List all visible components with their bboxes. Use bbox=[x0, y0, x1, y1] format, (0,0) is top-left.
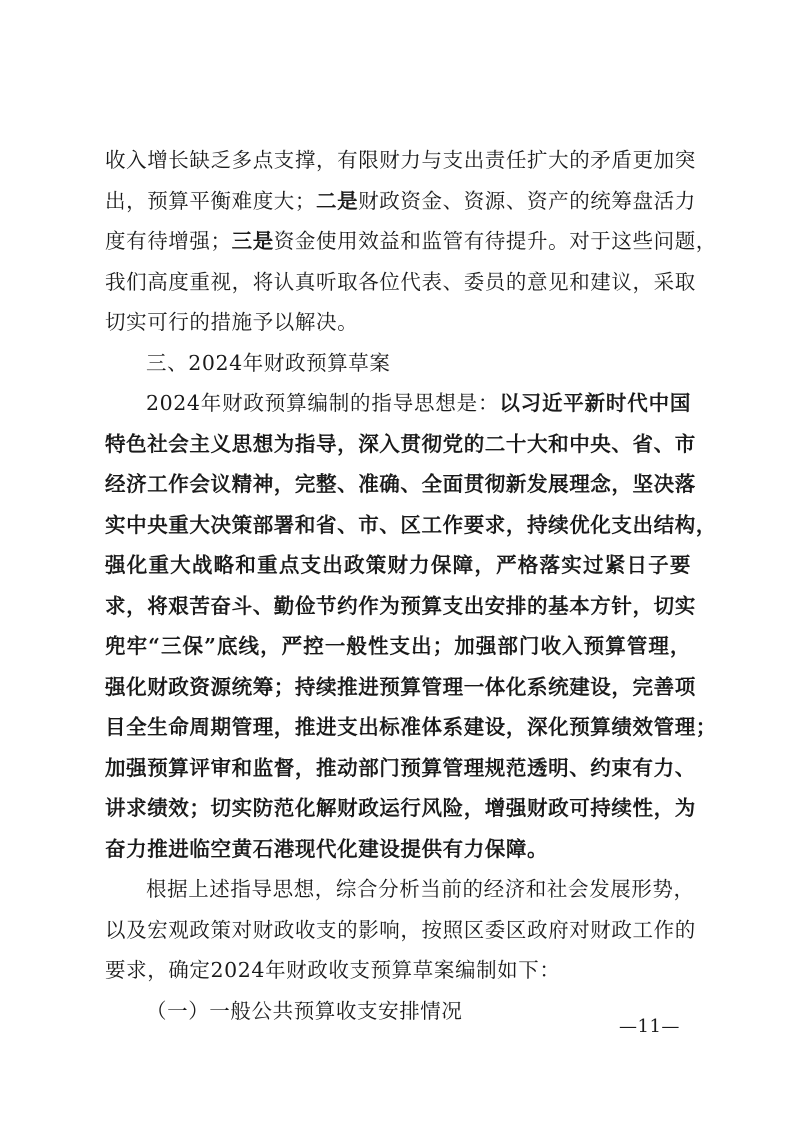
text-line bbox=[105, 383, 691, 424]
text-run: 财政资金、资源、资产的统筹盘活力 bbox=[358, 188, 696, 213]
text-line bbox=[105, 667, 696, 708]
text-run: 我们高度重视，将认真听取各位代表、委员的意见和建议，采取 bbox=[105, 269, 696, 294]
text-line bbox=[105, 788, 696, 829]
bold-text-run: 奋力推进临空黄石港现代化建设提供有力保障。 bbox=[105, 836, 549, 861]
text-line bbox=[105, 302, 691, 343]
text-line bbox=[105, 829, 691, 870]
bold-text-run: 目全生命周期管理，推进支出标准体系建设，深化预算绩效管理； bbox=[105, 715, 717, 739]
bold-text-run: 特色社会主义思想为指导，深入贯彻党的二十大和中央、省、市 bbox=[105, 431, 696, 456]
bold-text-run: 强化财政资源统筹；持续推进预算管理一体化系统建设，完善项 bbox=[105, 674, 696, 699]
text-run: 以及宏观政策对财政收支的影响，按照区委区政府对财政工作的 bbox=[105, 917, 696, 942]
text-run: 资金使用效益和监管有待提升。对于这些问题， bbox=[273, 229, 717, 253]
bold-text-run: 二是 bbox=[316, 188, 359, 213]
text-line bbox=[105, 950, 691, 991]
bold-text-run: 实中央重大决策部署和省、市、区工作要求，持续优化支出结构， bbox=[105, 512, 717, 537]
bold-text-run: 求，将艰苦奋斗、勤俭节约作为预算支出安排的基本方针，切实 bbox=[105, 593, 696, 618]
bold-text-run: 讲求绩效；切实防范化解财政运行风险，增强财政可持续性，为 bbox=[105, 796, 696, 820]
text-run: 切实可行的措施予以解决。 bbox=[105, 310, 359, 334]
text-line bbox=[105, 586, 696, 627]
page-number: —11— bbox=[619, 1016, 680, 1037]
text-line bbox=[105, 181, 696, 222]
text-run: （一）一般公共预算收支安排情况 bbox=[146, 998, 463, 1023]
text-run: 2024年财政预算编制的指导思想是： bbox=[146, 391, 500, 415]
text-line bbox=[105, 262, 696, 303]
bold-text-run: 强化重大战略和重点支出政策财力保障，严格落实过紧日子要 bbox=[105, 553, 691, 577]
text-run: 根据上述指导思想，综合分析当前的经济和社会发展形势， bbox=[146, 877, 695, 901]
bold-text-run: 三是 bbox=[231, 229, 274, 253]
text-line bbox=[105, 991, 691, 1032]
text-line bbox=[105, 626, 691, 667]
text-line bbox=[105, 464, 696, 505]
text-run: 度有待增强； bbox=[105, 229, 232, 253]
text-line bbox=[105, 910, 696, 951]
bold-text-run: 经济工作会议精神，完整、准确、全面贯彻新发展理念，坚决落 bbox=[105, 472, 696, 496]
text-line bbox=[105, 545, 691, 586]
text-line bbox=[105, 221, 717, 262]
text-line bbox=[105, 424, 696, 465]
text-line bbox=[105, 707, 717, 748]
text-run: 三、2024年财政预算草案 bbox=[146, 350, 391, 375]
document-body bbox=[105, 140, 717, 1031]
text-run: 出，预算平衡难度大； bbox=[105, 188, 316, 213]
text-line bbox=[105, 505, 717, 546]
text-line bbox=[105, 748, 696, 789]
bold-text-run: 加强预算评审和监督，推动部门预算管理规范透明、约束有力、 bbox=[105, 755, 696, 780]
text-line bbox=[105, 140, 696, 181]
text-line bbox=[105, 343, 691, 384]
bold-text-run: 兜牢“三保”底线，严控一般性支出；加强部门收入预算管理， bbox=[105, 634, 691, 658]
text-line bbox=[105, 869, 695, 910]
text-run: 要求，确定2024年财政收支预算草案编制如下： bbox=[105, 958, 561, 982]
text-run: 收入增长缺乏多点支撑，有限财力与支出责任扩大的矛盾更加突 bbox=[105, 148, 696, 172]
bold-text-run: 以习近平新时代中国 bbox=[499, 391, 691, 415]
